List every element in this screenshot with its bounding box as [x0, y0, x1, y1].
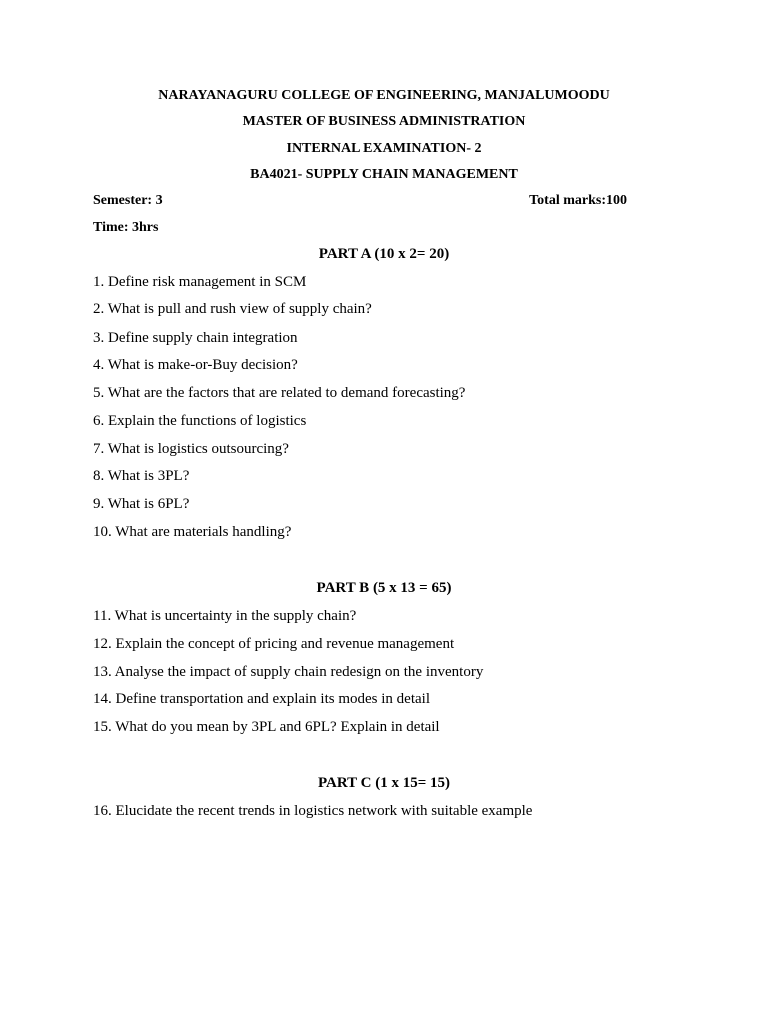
question-item: 16. Elucidate the recent trends in logistics network with suitable example [93, 803, 533, 819]
question-item: 7. What is logistics outsourcing? [93, 441, 289, 457]
time-label: Time: 3hrs [93, 220, 159, 235]
question-item: 13. Analyse the impact of supply chain redesign on the inventory [93, 664, 484, 680]
question-item: 2. What is pull and rush view of supply chain? [93, 301, 372, 317]
question-item: 10. What are materials handling? [93, 524, 292, 540]
semester-label: Semester: 3 [93, 193, 163, 208]
question-item: 11. What is uncertainty in the supply chain? [93, 608, 357, 624]
question-item: 1. Define risk management in SCM [93, 274, 307, 290]
question-item: 8. What is 3PL? [93, 468, 190, 484]
part-c-title: PART C (1 x 15= 15) [317, 775, 451, 791]
question-item: 15. What do you mean by 3PL and 6PL? Explain in detail [93, 719, 440, 735]
question-item: 5. What are the factors that are related to demand forecasting? [93, 385, 466, 401]
question-item: 12. Explain the concept of pricing and revenue management [93, 636, 455, 652]
question-item: 4. What is make-or-Buy decision? [93, 357, 298, 373]
part-b-title: PART B (5 x 13 = 65) [316, 580, 452, 596]
question-item: 9. What is 6PL? [93, 496, 190, 512]
college-name: NARAYANAGURU COLLEGE OF ENGINEERING, MANJALUMOODU [158, 88, 610, 103]
exam-title: INTERNAL EXAMINATION- 2 [286, 141, 482, 156]
part-a-title: PART A (10 x 2= 20) [318, 246, 450, 262]
course-title: BA4021- SUPPLY CHAIN MANAGEMENT [250, 167, 518, 182]
question-item: 3. Define supply chain integration [93, 330, 298, 346]
program-name: MASTER OF BUSINESS ADMINISTRATION [242, 114, 526, 129]
total-marks-label: Total marks:100 [529, 193, 627, 208]
question-item: 14. Define transportation and explain its modes in detail [93, 691, 431, 707]
question-item: 6. Explain the functions of logistics [93, 413, 307, 429]
